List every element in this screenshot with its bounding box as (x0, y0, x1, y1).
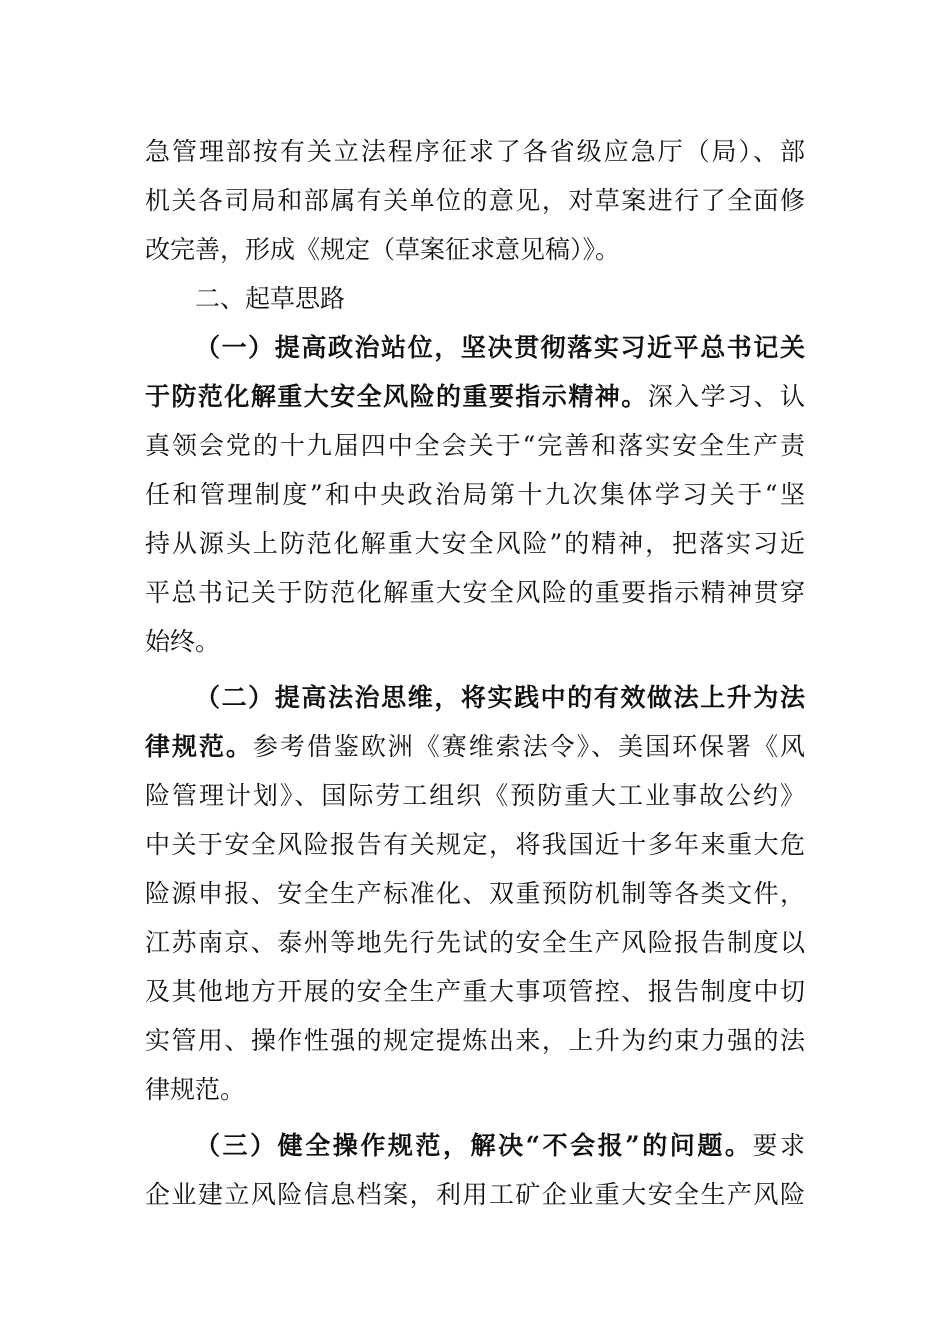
paragraph-line: 机关各司局和部属有关单位的意见，对草案进行了全面修 (145, 186, 805, 215)
paragraph-line (195, 1122, 805, 1170)
section-heading: 二、起草思路 (195, 284, 346, 313)
paragraph-text: 深入学习、认 (647, 382, 805, 411)
paragraph-line: 任和管理制度”和中央政治局第十九次集体学习关于“坚 (145, 480, 805, 509)
paragraph-line (145, 373, 805, 421)
paragraph-line: 及其他地方开展的安全生产重大事项管控、报告制度中切 (145, 977, 805, 1006)
paragraph-line: 险源申报、安全生产标准化、双重预防机制等各类文件， (145, 879, 805, 908)
paragraph-line: 实管用、操作性强的规定提炼出来，上升为约束力强的法 (145, 1026, 805, 1055)
paragraph-line: 平总书记关于防范化解重大安全风险的重要指示精神贯穿 (145, 578, 805, 607)
paragraph-line (145, 723, 805, 771)
paragraph-text: 参考借鉴欧洲《赛维索法令》、美国环保署《风 (252, 732, 805, 761)
paragraph-line: 始终。 (145, 627, 221, 656)
subsection-heading: （三）健全操作规范，解决“不会报”的问题。 (195, 1131, 753, 1160)
paragraph-line: 急管理部按有关立法程序征求了各省级应急厅（局）、部 (145, 137, 805, 166)
paragraph-line: 险管理计划》、国际劳工组织《预防重大工业事故公约》 (145, 781, 805, 810)
paragraph-text: 要求 (752, 1131, 805, 1160)
subsection-heading: （二）提高法治思维，将实践中的有效做法上升为法 (195, 683, 805, 712)
paragraph-line: 持从源头上防范化解重大安全风险”的精神，把落实习近 (145, 529, 805, 558)
subsection-heading-end: 于防范化解重大安全风险的重要指示精神。 (145, 382, 648, 411)
subsection-heading: （一）提高政治站位，坚决贯彻落实习近平总书记关 (195, 333, 805, 362)
paragraph-line: 律规范。 (145, 1075, 246, 1104)
paragraph-line: 改完善，形成《规定（草案征求意见稿）》。 (145, 235, 621, 264)
paragraph-line: 企业建立风险信息档案，利用工矿企业重大安全生产风险 (145, 1180, 805, 1209)
paragraph-line: 真领会党的十九届四中全会关于“完善和落实安全生产责 (145, 431, 805, 460)
paragraph-line: 江苏南京、泰州等地先行先试的安全生产风险报告制度以 (145, 928, 805, 957)
subsection-heading-end: 律规范。 (145, 732, 253, 761)
paragraph-line: 中关于安全风险报告有关规定，将我国近十多年来重大危 (145, 830, 805, 859)
